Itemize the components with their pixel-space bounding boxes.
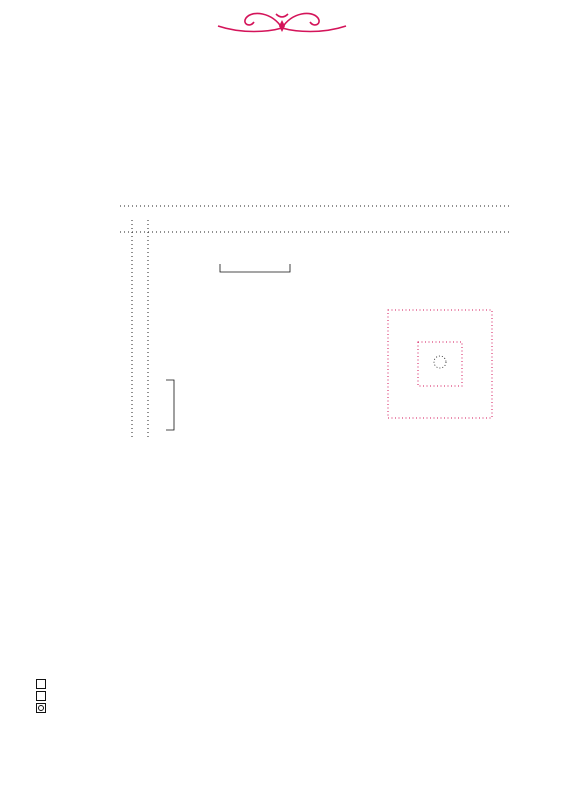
legend-item [36, 679, 296, 689]
increase-circle-icon [36, 703, 46, 713]
legend-item [200, 330, 380, 339]
filled-square-icon [36, 691, 46, 701]
crochet-diagram-1 [380, 304, 500, 428]
crochet-legend [200, 296, 380, 346]
legend-item [36, 703, 296, 730]
legend-item [36, 691, 296, 701]
chart-legend [36, 676, 296, 732]
empty-square-icon [36, 679, 46, 689]
ornament-flourish [212, 6, 352, 38]
